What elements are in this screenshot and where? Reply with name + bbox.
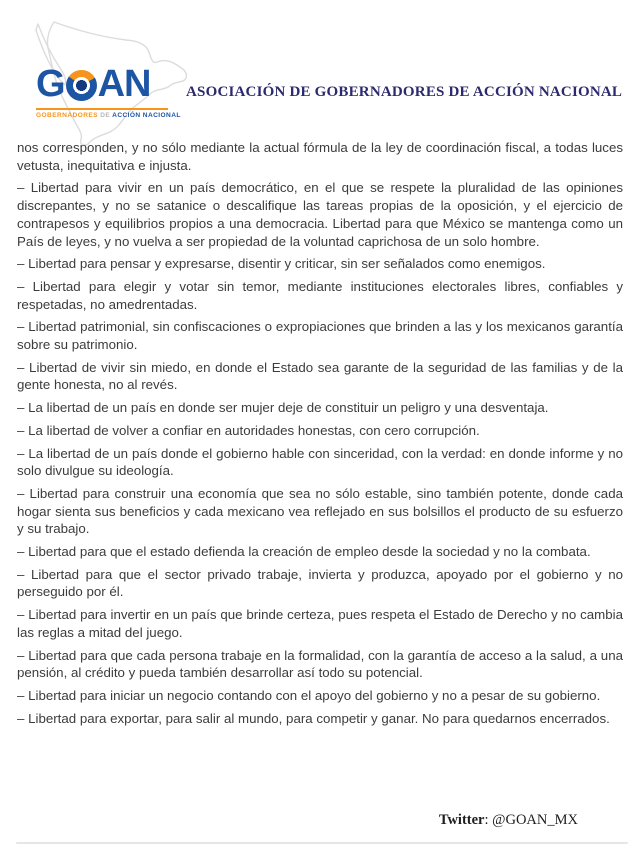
paragraph: – Libertad de vivir sin miedo, en donde el Estado sea garante de la seguridad de las familias y de la gente honesta, no al revés. [17,359,623,393]
tagline-gobernadores: GOBERNADORES [36,112,98,119]
twitter-account: : @GOAN_MX [484,812,578,828]
paragraph: – La libertad de volver a confiar en autoridades honestas, con cero corrupción. [17,422,480,438]
paragraph: – Libertad patrimonial, sin confiscaciones o expropiaciones que brinden a las y los mexicanos garantía sobre su patrimonio. [17,319,623,353]
twitter-handle [439,812,578,829]
document-body [17,139,623,732]
goan-letter-g: G [36,63,65,105]
paragraph: – Libertad para vivir en un país democrático, en el que se respete la pluralidad de las opiniones discrepantes, y no se satanice o descalifique las tareas propias de la oposición, y el ejercicio de contrapesos y equilibrios propios a una democracia. Libertad para que México se mantenga como un País de leyes, y no vuelva a ser propiedad de la voluntad caprichosa de un solo hombre. [17,180,623,249]
goan-logo [24,18,194,150]
goan-wordmark [36,63,151,105]
bottom-divider [16,842,628,844]
paragraph: – Libertad para elegir y votar sin temor, mediante instituciones electorales libres, confiables y respetadas, no amedrentadas. [17,278,623,312]
paragraph: – Libertad para iniciar un negocio contando con el apoyo del gobierno y no a pesar de su gobierno. [17,687,601,703]
paragraph: nos corresponden, y no sólo mediante la actual fórmula de la ley de coordinación fiscal, a todas luces vetusta, inequitativa e injusta. [17,140,623,173]
association-title: ASOCIACIÓN DE GOBERNADORES DE ACCIÓN NACIONAL [186,84,623,100]
paragraph: – Libertad para que el estado defienda la creación de empleo desde la sociedad y no la combata. [17,544,591,560]
twitter-label: Twitter [438,812,485,828]
paragraph: – Libertad para que cada persona trabaje en la formalidad, con la garantía de acceso a la salud, a una pensión, al crédito y pueda también desarrollar así todo su potencial. [17,647,623,681]
logo-tagline [36,108,181,119]
paragraph: – Libertad para pensar y expresarse, disentir y criticar, sin ser señalados como enemigos. [17,256,546,272]
goan-letters-an: AN [97,63,151,105]
paragraph: – Libertad para que el sector privado trabaje, invierta y produzca, apoyado por el gobierno y no perseguido por él. [17,566,623,600]
paragraph: – La libertad de un país en donde ser mujer deje de constituir un peligro y una desventaja. [17,400,549,416]
tagline-accion-nacional: ACCIÓN NACIONAL [112,112,181,119]
goan-o-swirl-icon [66,70,97,101]
paragraph: – La libertad de un país donde el gobierno hable con sinceridad, con la verdad: en donde informe y no solo divulgue su ideología. [17,445,623,479]
paragraph: – Libertad para construir una economía que sea no sólo estable, sino también potente, donde cada hogar sienta sus beneficios y cada mexicano vea reflejado en sus bolsillos el producto de su esfuerzo y su trabajo. [17,485,623,537]
tagline-de: DE [100,112,111,119]
paragraph: – Libertad para invertir en un país que brinde certeza, pues respeta el Estado de Derecho y no cambia las reglas a mitad del juego. [17,607,623,640]
paragraph: – Libertad para exportar, para salir al mundo, para competir y ganar. No para quedarnos encerrados. [17,710,610,726]
